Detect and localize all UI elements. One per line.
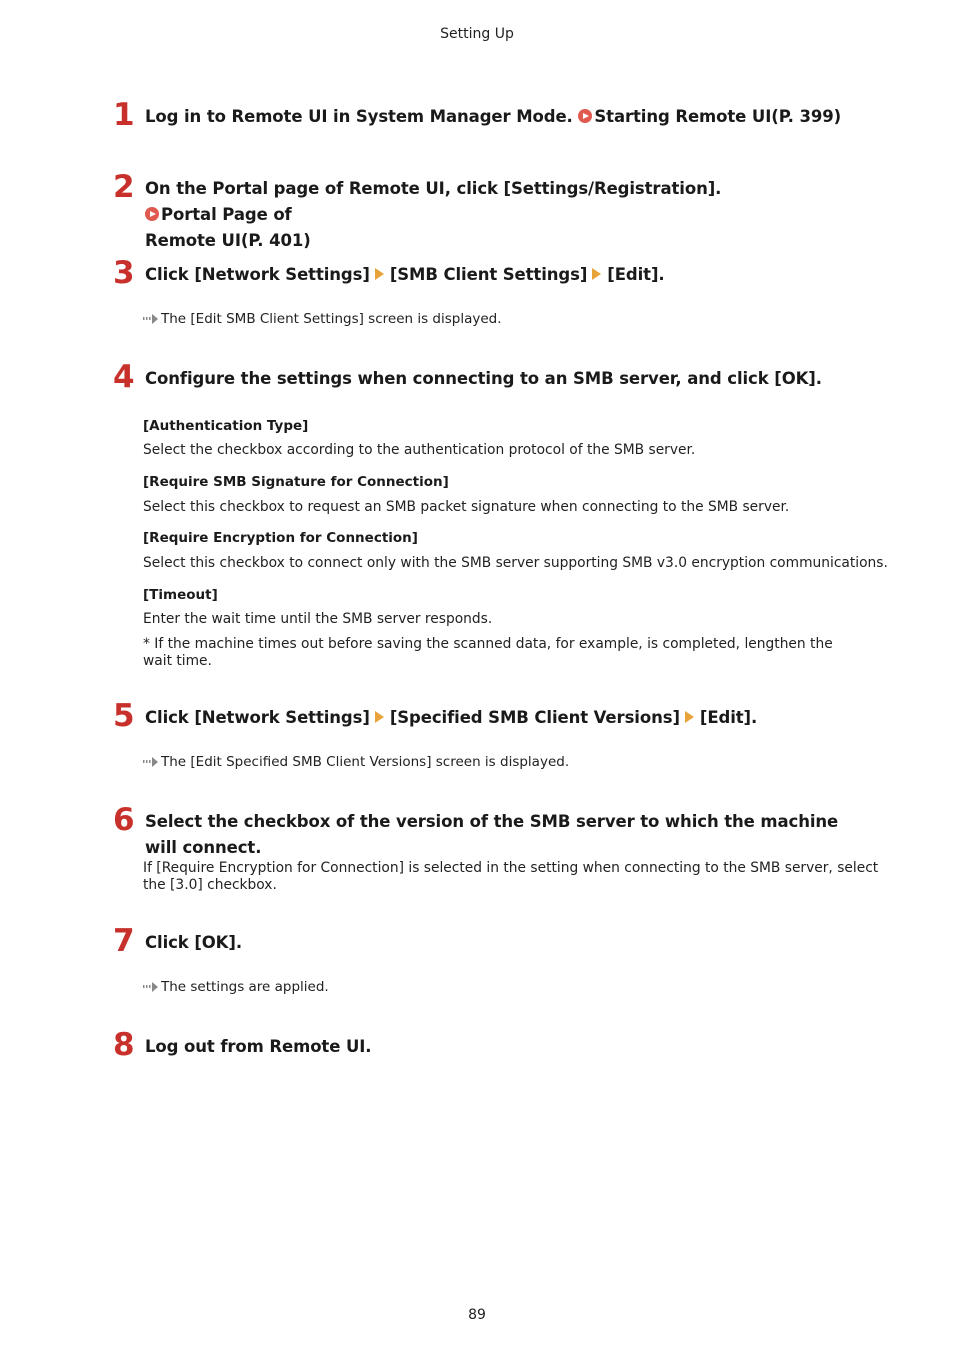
menu-path-part: [Edit]. xyxy=(607,265,665,284)
setting-heading: [Require Encryption for Connection] xyxy=(143,530,418,546)
step-number: 4 xyxy=(113,359,135,395)
running-header: Setting Up xyxy=(440,26,514,42)
setting-heading: [Require SMB Signature for Connection] xyxy=(143,474,449,490)
step-number: 5 xyxy=(113,698,135,734)
step-title: Log out from Remote UI. xyxy=(145,1037,372,1056)
step-number: 8 xyxy=(113,1027,135,1063)
step-result xyxy=(143,310,502,328)
link-arrow-icon xyxy=(145,207,159,221)
step-title xyxy=(145,705,865,731)
menu-arrow-icon xyxy=(685,711,694,723)
link-text[interactable]: Portal Page of xyxy=(161,205,292,224)
menu-path-part: [SMB Client Settings] xyxy=(389,265,588,284)
setting-description: Enter the wait time until the SMB server responds. xyxy=(143,611,493,627)
step-number: 7 xyxy=(113,923,135,959)
menu-path-part: [Edit]. xyxy=(699,708,758,727)
step-result xyxy=(143,978,329,996)
setting-note: * If the machine times out before saving the scanned data, for example, is completed, lengthen the wait time. xyxy=(143,636,833,669)
result-text: The settings are applied. xyxy=(161,979,329,995)
link-arrow-icon xyxy=(578,109,592,123)
step-text: Log in to Remote UI in System Manager Mode. xyxy=(145,107,573,126)
page-number: 89 xyxy=(468,1307,486,1323)
step-title xyxy=(145,104,865,130)
step-description: If [Require Encryption for Connection] is selected in the setting when connecting to the SMB server, select the [3.0] checkbox. xyxy=(143,860,879,893)
step-title: Configure the settings when connecting to an SMB server, and click [OK]. xyxy=(145,369,822,388)
link-text-continued[interactable]: Remote UI(P. 401) xyxy=(145,231,311,250)
step-title xyxy=(145,176,865,254)
menu-arrow-icon xyxy=(375,268,384,280)
reference-link[interactable] xyxy=(578,107,841,126)
result-text: The [Edit SMB Client Settings] screen is displayed. xyxy=(161,311,502,327)
setting-description: Select the checkbox according to the authentication protocol of the SMB server. xyxy=(143,442,696,458)
link-text[interactable]: Starting Remote UI(P. 399) xyxy=(594,107,842,126)
setting-heading: [Authentication Type] xyxy=(143,418,309,434)
reference-link[interactable] xyxy=(145,205,292,224)
step-title: Click [OK]. xyxy=(145,933,242,952)
step-number: 3 xyxy=(113,255,135,291)
menu-path-part: [Specified SMB Client Versions] xyxy=(389,708,680,727)
setting-description: Select this checkbox to request an SMB packet signature when connecting to the SMB server. xyxy=(143,499,790,515)
menu-path-part: Click [Network Settings] xyxy=(145,265,370,284)
step-title: Select the checkbox of the version of the SMB server to which the machine will connect. xyxy=(145,812,839,857)
result-arrow-icon xyxy=(143,313,159,323)
result-arrow-icon xyxy=(143,756,159,766)
step-result xyxy=(143,753,569,771)
result-text: The [Edit Specified SMB Client Versions] screen is displayed. xyxy=(161,754,570,770)
menu-arrow-icon xyxy=(592,268,601,280)
menu-arrow-icon xyxy=(375,711,384,723)
step-number: 2 xyxy=(113,169,135,205)
setting-heading: [Timeout] xyxy=(143,587,218,603)
setting-description: Select this checkbox to connect only with the SMB server supporting SMB v3.0 encryption communications. xyxy=(143,555,888,571)
step-text: On the Portal page of Remote UI, click [Settings/Registration]. xyxy=(145,179,722,198)
step-number: 6 xyxy=(113,802,135,838)
menu-path-part: Click [Network Settings] xyxy=(145,708,370,727)
step-title xyxy=(145,262,865,288)
step-number: 1 xyxy=(113,97,135,133)
result-arrow-icon xyxy=(143,981,159,991)
